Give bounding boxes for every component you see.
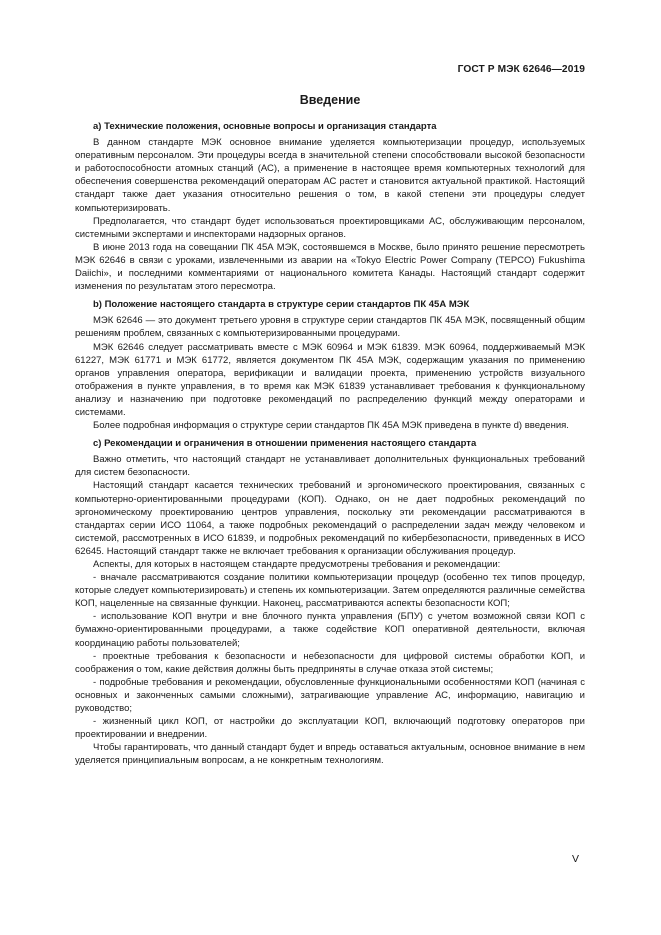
document-code-header: ГОСТ Р МЭК 62646—2019 [457, 64, 585, 75]
paragraph-text: Настоящий стандарт касается технических требований и эргономического проектирования, связанных с компьютерно-ориентированными процедурами (КОП). Однако, он не дает подробных рекомендаций по эргономическому проектированию центров управления, поскольку эти рекомендации рассматриваются в стандартах серии ИСО 11064, а также подробных рекомендаций о распределении задач между человеком и системой, рассмотренных в ИСО 61839, и подробных рекомендаций по кибербезопасности, приведенных в ИСО 62645. Настоящий стандарт также не включает требования к организации обслуживания процедур. [75, 480, 585, 557]
paragraph-text: В июне 2013 года на совещании ПК 45А МЭК, состоявшемся в Москве, было принято решение пересмотреть МЭК 62646 в связи с уроками, извлеченными из аварии на «Tokyo Electric Power Company (TEPCO) Fukushima Daiichi», и последними комментариями от национального комитета Канады. Настоящий стандарт содержит изменения по результатам этого пересмотра. [75, 241, 585, 293]
paragraph [75, 341, 585, 420]
list-item-text: - подробные требования и рекомендации, обусловленные функциональными особенностями КОП (начиная с основных и законченных самыми сложными), затрагивающие управление АС, информацию, навигацию и руководство; [75, 676, 585, 715]
section-c [75, 437, 585, 767]
paragraph [75, 741, 585, 767]
list-item [75, 610, 585, 649]
list-item [75, 676, 585, 715]
paragraph [75, 136, 585, 215]
section-heading: с) Рекомендации и ограничения в отношении применения настоящего стандарта [93, 438, 477, 450]
paragraph [75, 314, 585, 340]
document-body [75, 92, 585, 771]
list-item [75, 715, 585, 741]
list-item [75, 650, 585, 676]
paragraph [75, 479, 585, 558]
paragraph-text: Чтобы гарантировать, что данный стандарт будет и впредь оставаться актуальным, основное внимание в нем уделяется принципиальным вопросам, а не конкретным технологиям. [75, 742, 585, 767]
paragraph-text: Более подробная информация о структуре серии стандартов ПК 45А МЭК приведена в пункте d) введения. [93, 420, 569, 432]
paragraph-text: МЭК 62646 следует рассматривать вместе с МЭК 60964 и МЭК 61839. МЭК 60964, поддерживаемый МЭК 61227, МЭК 61771 и МЭК 61772, является документом ПК 45А МЭК, содержащим указания по применению органов управления оператора, верификации и валидации проекта, применению устройств визуального отображения в пункте управления, в то время как МЭК 61839 устанавливает требования к функциональному анализу и назначению при подготовке рекомендаций по распределению функций между операторами и системами. [75, 341, 585, 418]
section-b [75, 298, 585, 432]
list-item-text: - использование КОП внутри и вне блочного пункта управления (БПУ) с учетом возможной связи КОП с бумажно-ориентированными процедурами, а также содействие КОП оперативной деятельности, включая координацию работы пользователей; [75, 611, 585, 649]
list-item-text: - вначале рассматриваются создание политики компьютеризации процедур (особенно тех типов процедур, которые следует компьютеризировать) и степень их компьютеризации. Затем определяются различные семейства КОП, нацеленные на связанные функции. Наконец, рассматриваются аспекты безопасности КОП; [75, 572, 585, 610]
page-title: Введение [299, 93, 361, 107]
list-item-text: - проектные требования к безопасности и небезопасности для цифровой системы обработки КОП, и соображения о том, какие действия должны быть предприняты в случае отказа этой системы; [75, 650, 585, 675]
paragraph [75, 241, 585, 293]
paragraph [75, 215, 585, 241]
section-a [75, 120, 585, 293]
paragraph-text: Аспекты, для которых в настоящем стандарте предусмотрены требования и рекомендации: [93, 559, 501, 570]
paragraph [75, 453, 585, 479]
list-item [75, 571, 585, 610]
page-number: V [571, 853, 579, 865]
paragraph-text: В данном стандарте МЭК основное внимание уделяется компьютеризации процедур, используемых оперативным персоналом. Эти процедуры всегда в значительной степени способствовали высокой безопасности и работоспособности атомных станций (АС), а применение в настоящее время компьютерных технологий для обеспечения совершенства рекомендаций операторам АС растет и становится актуальной практикой. Настоящий стандарт также дает указания относительно решения о том, в какой степени эти процедуры следует компьютеризировать. [75, 137, 585, 214]
paragraph [75, 558, 585, 571]
list-item-text: - жизненный цикл КОП, от настройки до эксплуатации КОП, включающий подготовку операторов при проектировании и внедрении. [75, 716, 585, 741]
paragraph-text: Предполагается, что стандарт будет использоваться проектировщиками АС, обслуживающим персоналом, системными экспертами и инспекторами надзорных органов. [75, 215, 585, 240]
paragraph-text: МЭК 62646 — это документ третьего уровня в структуре серии стандартов ПК 45А МЭК, посвященный общим решениям проблем, связанных с компьютеризированными процедурами. [75, 315, 585, 340]
paragraph [75, 419, 585, 432]
section-heading: а) Технические положения, основные вопросы и организация стандарта [93, 121, 437, 132]
paragraph-text: Важно отметить, что настоящий стандарт не устанавливает дополнительных функциональных требований для систем безопасности. [75, 454, 585, 479]
section-heading: b) Положение настоящего стандарта в структуре серии стандартов ПК 45А МЭК [93, 299, 470, 311]
